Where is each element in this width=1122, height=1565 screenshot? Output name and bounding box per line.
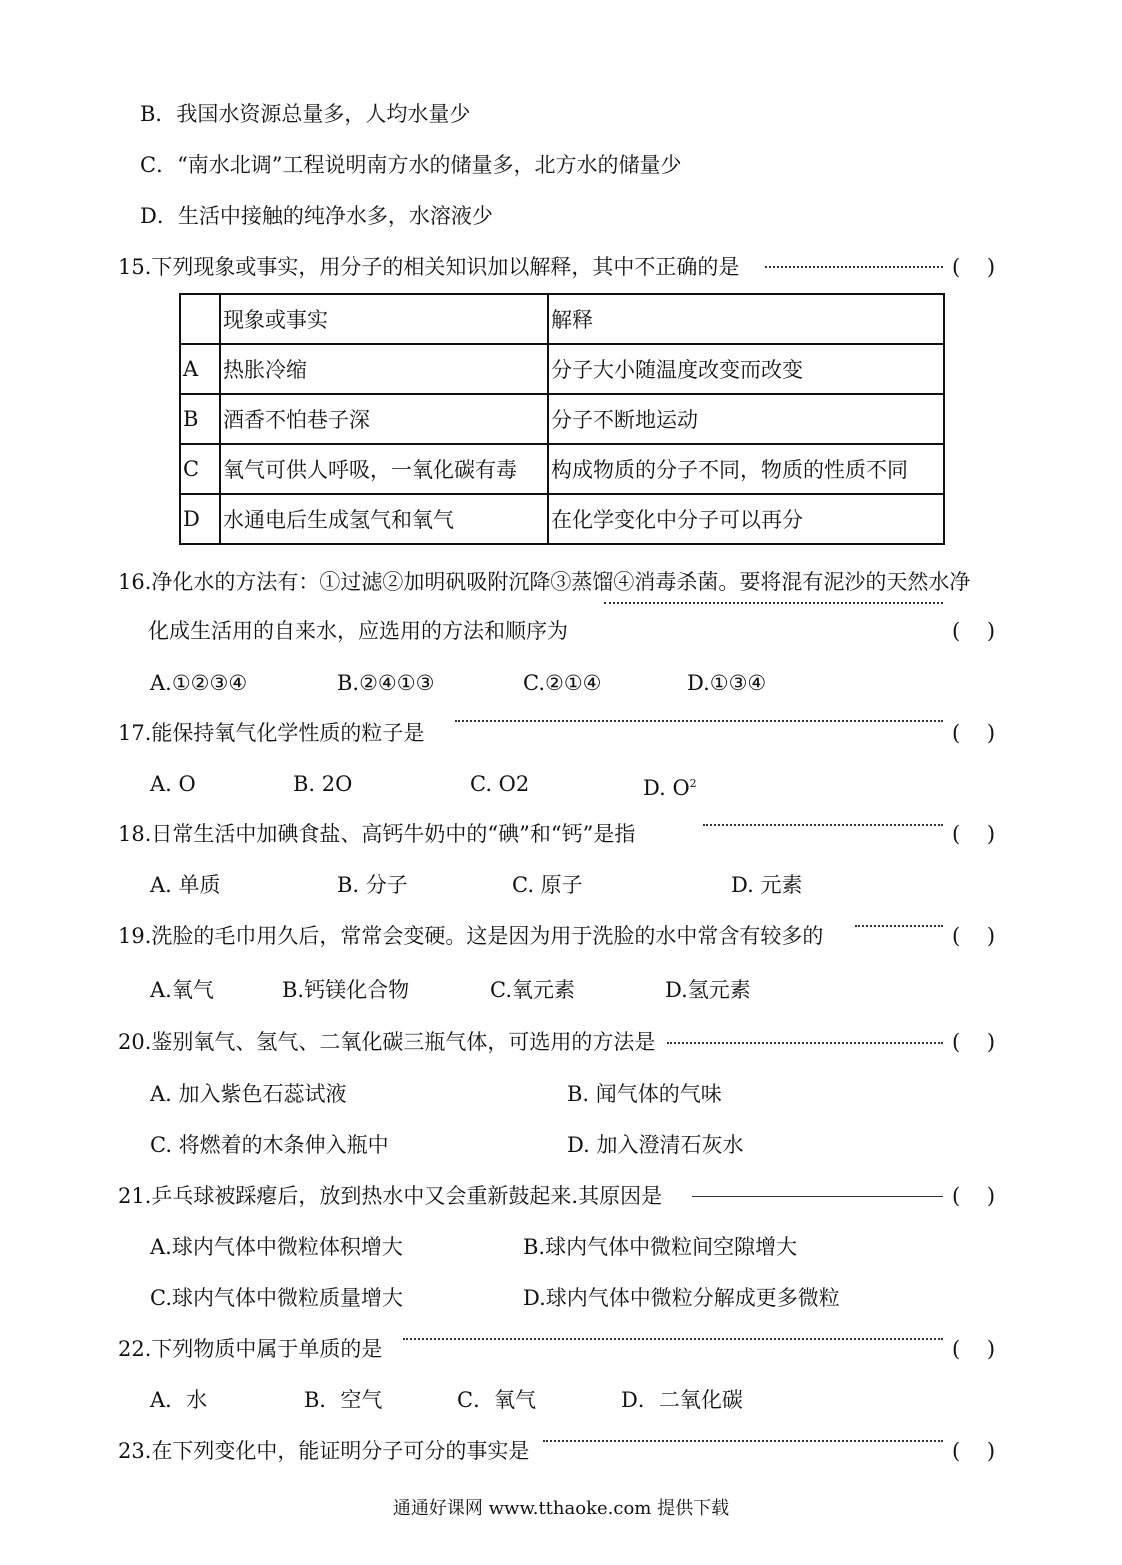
q16-option-a: A.①②③④ <box>150 671 248 695</box>
question-16-continued: 化成生活用的自来水，应选用的方法和顺序为 <box>148 619 568 643</box>
table-row <box>180 344 944 394</box>
q17-option-c: C. O2 <box>470 772 530 796</box>
answer-bracket: ( ) <box>952 924 996 948</box>
q17-option-b: B. 2O <box>293 772 353 796</box>
question-19: 19.洗脸的毛巾用久后，常常会变硬。这是因为用于洗脸的水中常含有较多的 <box>118 924 824 948</box>
q20-option-b: B. 闻气体的气味 <box>567 1082 722 1106</box>
table-cell: 分子不断地运动 <box>548 394 944 444</box>
q18-option-b: B. 分子 <box>337 873 408 897</box>
answer-bracket: ( ) <box>952 1184 996 1208</box>
answer-leader <box>703 824 943 826</box>
table-row <box>180 494 944 544</box>
answer-bracket: ( ) <box>952 822 996 846</box>
q19-option-b: B.钙镁化合物 <box>282 978 410 1002</box>
question-18: 18.日常生活中加碘食盐、高钙牛奶中的“碘”和“钙”是指 <box>118 822 636 846</box>
q20-option-c: C. 将燃着的木条伸入瓶中 <box>150 1133 389 1157</box>
table-cell: D <box>180 494 220 544</box>
table-cell <box>180 294 220 344</box>
q17-option-d <box>643 771 697 801</box>
table-cell: C <box>180 444 220 494</box>
table-cell: 水通电后生成氢气和氧气 <box>220 494 548 544</box>
answer-leader <box>455 720 943 722</box>
table-cell: 分子大小随温度改变而改变 <box>548 344 944 394</box>
table-cell: 构成物质的分子不同，物质的性质不同 <box>548 444 944 494</box>
q20-option-a: A. 加入紫色石蕊试液 <box>150 1082 347 1106</box>
q14-option-d: D．生活中接触的纯净水多，水溶液少 <box>140 204 493 228</box>
table-header-cell: 解释 <box>548 294 944 344</box>
table-cell: 在化学变化中分子可以再分 <box>548 494 944 544</box>
question-16: 16.净化水的方法有：①过滤②加明矾吸附沉降③蒸馏④消毒杀菌。要将混有泥沙的天然水净 <box>118 570 971 594</box>
q22-option-a: A．水 <box>150 1388 208 1412</box>
question-15-table <box>179 293 945 545</box>
q18-option-c: C. 原子 <box>512 873 583 897</box>
q18-option-a: A. 单质 <box>150 873 221 897</box>
question-15: 15.下列现象或事实，用分子的相关知识加以解释，其中不正确的是 <box>118 255 740 279</box>
question-20: 20.鉴别氧气、氢气、二氧化碳三瓶气体，可选用的方法是 <box>118 1030 656 1054</box>
q22-option-d: D．二氧化碳 <box>621 1388 743 1412</box>
charge-superscript: 2 <box>689 777 697 790</box>
q16-option-c: C.②①④ <box>523 671 602 695</box>
table-row <box>180 444 944 494</box>
table-cell: 热胀冷缩 <box>220 344 548 394</box>
answer-leader <box>403 1338 943 1340</box>
question-21: 21.乒乓球被踩瘪后，放到热水中又会重新鼓起来.其原因是 <box>118 1184 663 1208</box>
table-cell: A <box>180 344 220 394</box>
answer-bracket: ( ) <box>952 1337 996 1361</box>
answer-bracket: ( ) <box>952 619 996 643</box>
answer-leader <box>543 1440 943 1442</box>
table-cell: B <box>180 394 220 444</box>
answer-leader <box>604 602 943 604</box>
answer-leader <box>667 1042 943 1044</box>
q14-option-c: C．“南水北调”工程说明南方水的储量多，北方水的储量少 <box>140 153 682 177</box>
answer-bracket: ( ) <box>952 1030 996 1054</box>
question-23: 23.在下列变化中，能证明分子可分的事实是 <box>118 1439 530 1463</box>
q19-option-a: A.氧气 <box>150 978 214 1002</box>
table-row <box>180 394 944 444</box>
q19-option-c: C.氧元素 <box>490 978 575 1002</box>
q21-option-c: C.球内气体中微粒质量增大 <box>150 1286 403 1310</box>
table-header-row <box>180 294 944 344</box>
q21-option-b: B.球内气体中微粒间空隙增大 <box>523 1235 798 1259</box>
q16-option-b: B.②④①③ <box>337 671 435 695</box>
answer-bracket: ( ) <box>952 721 996 745</box>
table-header-cell: 现象或事实 <box>220 294 548 344</box>
q22-option-b: B．空气 <box>304 1388 383 1412</box>
answer-bracket: ( ) <box>952 255 996 279</box>
table-cell: 氧气可供人呼吸，一氧化碳有毒 <box>220 444 548 494</box>
q20-option-d: D. 加入澄清石灰水 <box>567 1133 744 1157</box>
q17-option-d-text: D. O <box>643 776 690 800</box>
q17-option-a: A. O <box>150 772 196 796</box>
q21-option-a: A.球内气体中微粒体积增大 <box>150 1235 403 1259</box>
question-22: 22.下列物质中属于单质的是 <box>118 1337 383 1361</box>
page-footer: 通通好课网 www.tthaoke.com 提供下载 <box>392 1498 730 1519</box>
question-17: 17.能保持氧气化学性质的粒子是 <box>118 721 425 745</box>
q14-option-b: B．我国水资源总量多，人均水量少 <box>140 102 471 126</box>
table-cell: 酒香不怕巷子深 <box>220 394 548 444</box>
q16-option-d: D.①③④ <box>687 671 767 695</box>
q18-option-d: D. 元素 <box>731 873 803 897</box>
answer-leader <box>765 266 943 268</box>
q19-option-d: D.氢元素 <box>665 978 751 1002</box>
answer-leader <box>855 925 943 927</box>
answer-leader <box>692 1196 943 1197</box>
answer-bracket: ( ) <box>952 1439 996 1463</box>
q22-option-c: C．氧气 <box>457 1388 537 1412</box>
q21-option-d: D.球内气体中微粒分解成更多微粒 <box>523 1286 840 1310</box>
